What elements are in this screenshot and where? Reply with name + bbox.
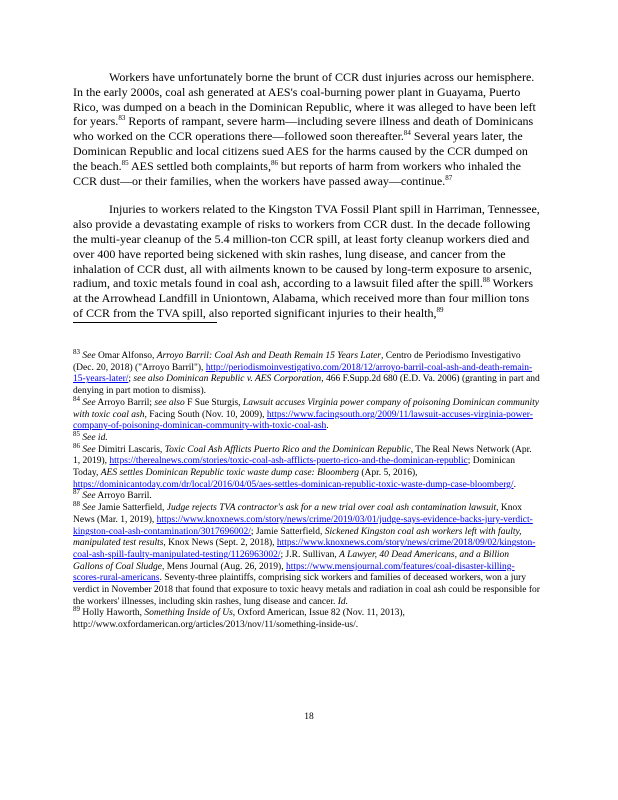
text-run: Arroyo Barril. [95, 491, 152, 502]
footnote-ref: 83 [118, 114, 126, 123]
text-run: AES settled both complaints, [128, 158, 271, 173]
italic-text: See id. [82, 432, 108, 443]
italic-text: A Lawyer, 40 Dead Americans, and a Billion Gallons of Coal Sludge [73, 549, 509, 572]
citation-link[interactable]: https://www.knoxnews.com/story/news/crime/2018/09/02/kingston-coal-ash-spill-faulty-manipulated-testing/1126963002/ [73, 538, 536, 560]
italic-text: Id. [337, 596, 349, 607]
text-run: , Oxford American, Issue 82 (Nov. 11, 2013), http://www.oxfordamerican.org/articles/2013/nov/11/something-inside-us/. [73, 608, 405, 631]
footnote [73, 347, 541, 398]
footnote [73, 605, 541, 631]
text-run: Dimitri Lascaris, [95, 444, 165, 455]
text-run: but reports of harm from workers who inhaled the CCR dust—or their families, when the workers have passed away—continue. [73, 158, 521, 188]
footnote-ref: 88 [73, 499, 80, 508]
text-run: , Facing South (Nov. 10, 2009), [144, 409, 267, 420]
body-text [73, 70, 541, 335]
italic-text: see also Dominican Republic v. AES Corporation [133, 374, 322, 385]
footnote-ref: 86 [270, 158, 278, 167]
body-paragraph [73, 202, 541, 320]
page-number: 18 [304, 712, 314, 722]
text-run: . Seventy-three plaintiffs, comprising sick workers and families of deceased workers, won a jury verdict in November 2018 that found that exposure to toxic heavy metals and radiation in coal ash could be responsible for the workers' illnesses, including skin rashes, lung disease and cancer. [73, 573, 540, 607]
footnote [73, 394, 541, 433]
footnote-ref: 89 [73, 605, 80, 614]
text-run: , The Real News Network (Apr. 1, 2019), [73, 444, 532, 467]
citation-link[interactable]: https://www.knoxnews.com/story/news/crime/2019/03/01/judge-says-evidence-backs-jury-verdict-kingston-coal-ash-contamination/3017696002/ [73, 514, 533, 537]
italic-text: AES settles Dominican Republic toxic waste dump case: Bloomberg [100, 468, 359, 479]
text-run: Holly Haworth, [80, 608, 145, 619]
italic-text: Toxic Coal Ash Afflicts Puerto Rico and the Dominican Republic [164, 444, 411, 455]
text-run: Several years later, the Dominican Republic and local citizens sued AES for the harms caused by the CCR dumped on the beach. [73, 129, 528, 173]
text-run: , Centro de Periodismo Investigativo (Dec. 20, 2018) ("Arroyo Barril"), [73, 351, 521, 373]
text-run: ; J.R. Sullivan, [280, 549, 340, 560]
text-run: Omar Alfonso, [95, 351, 157, 361]
italic-text: Lawsuit accuses Virginia power company of poisoning Dominican community with toxic coal ash [73, 397, 539, 420]
text-run: Arroyo Barril; [95, 397, 155, 408]
italic-text: See [82, 351, 96, 361]
text-run: , 466 F.Supp.2d 680 (E.D. Va. 2006) (granting in part and denying in part motion to dismiss). [73, 374, 540, 397]
text-run: Reports of rampant, severe harm—including severe illness and death of Dominicans who worked on the CCR operations there—followed soon thereafter. [73, 114, 534, 144]
italic-text: See [82, 397, 96, 408]
italic-text: see also [154, 397, 185, 408]
italic-text: See [82, 491, 96, 502]
citation-link[interactable]: https://www.mensjournal.com/features/coal-disaster-killing-scores-rural-americans [73, 561, 515, 584]
citation-link[interactable]: https://dominicantoday.com/dr/local/2016/04/05/aes-settles-dominican-republic-toxic-waste-dump-case-bloomberg/ [73, 479, 514, 490]
italic-text: See [82, 503, 96, 514]
footnote-ref: 88 [482, 276, 490, 285]
text-run: , Mens Journal (Aug. 26, 2019), [161, 561, 286, 572]
text-run: ; [128, 374, 134, 385]
footnote [73, 441, 541, 492]
footnote-ref: 84 [403, 129, 411, 138]
text-run: (Apr. 5, 2016), [358, 468, 418, 479]
footnote-separator [73, 322, 217, 323]
footnote-ref: 85 [73, 429, 80, 438]
footnote-ref: 86 [73, 441, 80, 450]
footnote [73, 429, 541, 445]
text-run: . [513, 479, 516, 490]
footnote-ref: 89 [436, 305, 444, 314]
footnote-ref: 84 [73, 394, 80, 403]
text-run: Jamie Satterfield, [95, 503, 167, 514]
text-run: Injuries to workers related to the Kingston TVA Fossil Plant spill in Harriman, Tennessee, also provide a devastating example of risks to workers from CCR dust. In the decade following the multi-year cleanup of the 5.4 million-ton CCR spill, at least forty cleanup workers died and over 400 have reported being sickened with skin rashes, lung disease, and cancer from the inhalation of CCR dust, all with ailments known to be caused by long-term exposure to arsenic, radium, and toxic metals found in coal ash, according to a lawsuit filed after the spill. [73, 202, 540, 291]
italic-text: Arroyo Barril: Coal Ash and Death Remain 15 Years Later [156, 351, 382, 361]
text-run: ; Dominican Today, [73, 456, 515, 479]
italic-text: Judge rejects TVA contractor's ask for a new trial over coal ash contamination lawsuit [166, 503, 497, 514]
text-run: F Sue Sturgis, [184, 397, 243, 408]
citation-link[interactable]: http://periodismoinvestigativo.com/2018/12/arroyo-barril-coal-ash-and-death-remain-15-years-later/ [73, 362, 533, 385]
text-run: . [326, 421, 329, 432]
italic-text: Something Inside of Us [144, 608, 233, 619]
text-run: Workers have unfortunately borne the brunt of CCR dust injuries across our hemisphere. In the early 2000s, coal ash generated at AES's coal-burning power plant in Guayama, Puerto Rico, was dumped on a beach in the Dominican Republic, where it was alleged to have been left for years. [73, 70, 536, 129]
citation-link[interactable]: https://therealnews.com/stories/toxic-coal-ash-afflicts-puerto-rico-and-the-dominican-republic [109, 456, 468, 467]
footnote-ref: 87 [445, 173, 453, 182]
footnote-ref: 87 [73, 488, 80, 497]
italic-text: Sickened Kingston coal ash workers left with faulty, manipulated test results [73, 526, 522, 549]
italic-text: See [82, 444, 96, 455]
citation-link[interactable]: https://www.facingsouth.org/2009/11/lawsuit-accuses-virginia-power-company-of-poisoning-dominican-community-with-toxic-coal-ash [73, 409, 533, 432]
text-run: Workers at the Arrowhead Landfill in Uniontown, Alabama, which received more than four million tons of CCR from the TVA spill, also reported significant injuries to their health, [73, 276, 534, 320]
text-run: , Knox News (Sept. 2, 2018), [163, 538, 277, 549]
text-run: ; Jamie Satterfield, [250, 526, 325, 537]
footnotes [73, 347, 541, 632]
footnote [73, 488, 541, 503]
text-run: , Knox News (Mar. 1, 2019), [73, 503, 522, 525]
footnote [73, 499, 541, 608]
footnote-ref: 83 [73, 347, 80, 356]
footnote-ref: 85 [121, 158, 129, 167]
body-paragraph [73, 70, 541, 188]
